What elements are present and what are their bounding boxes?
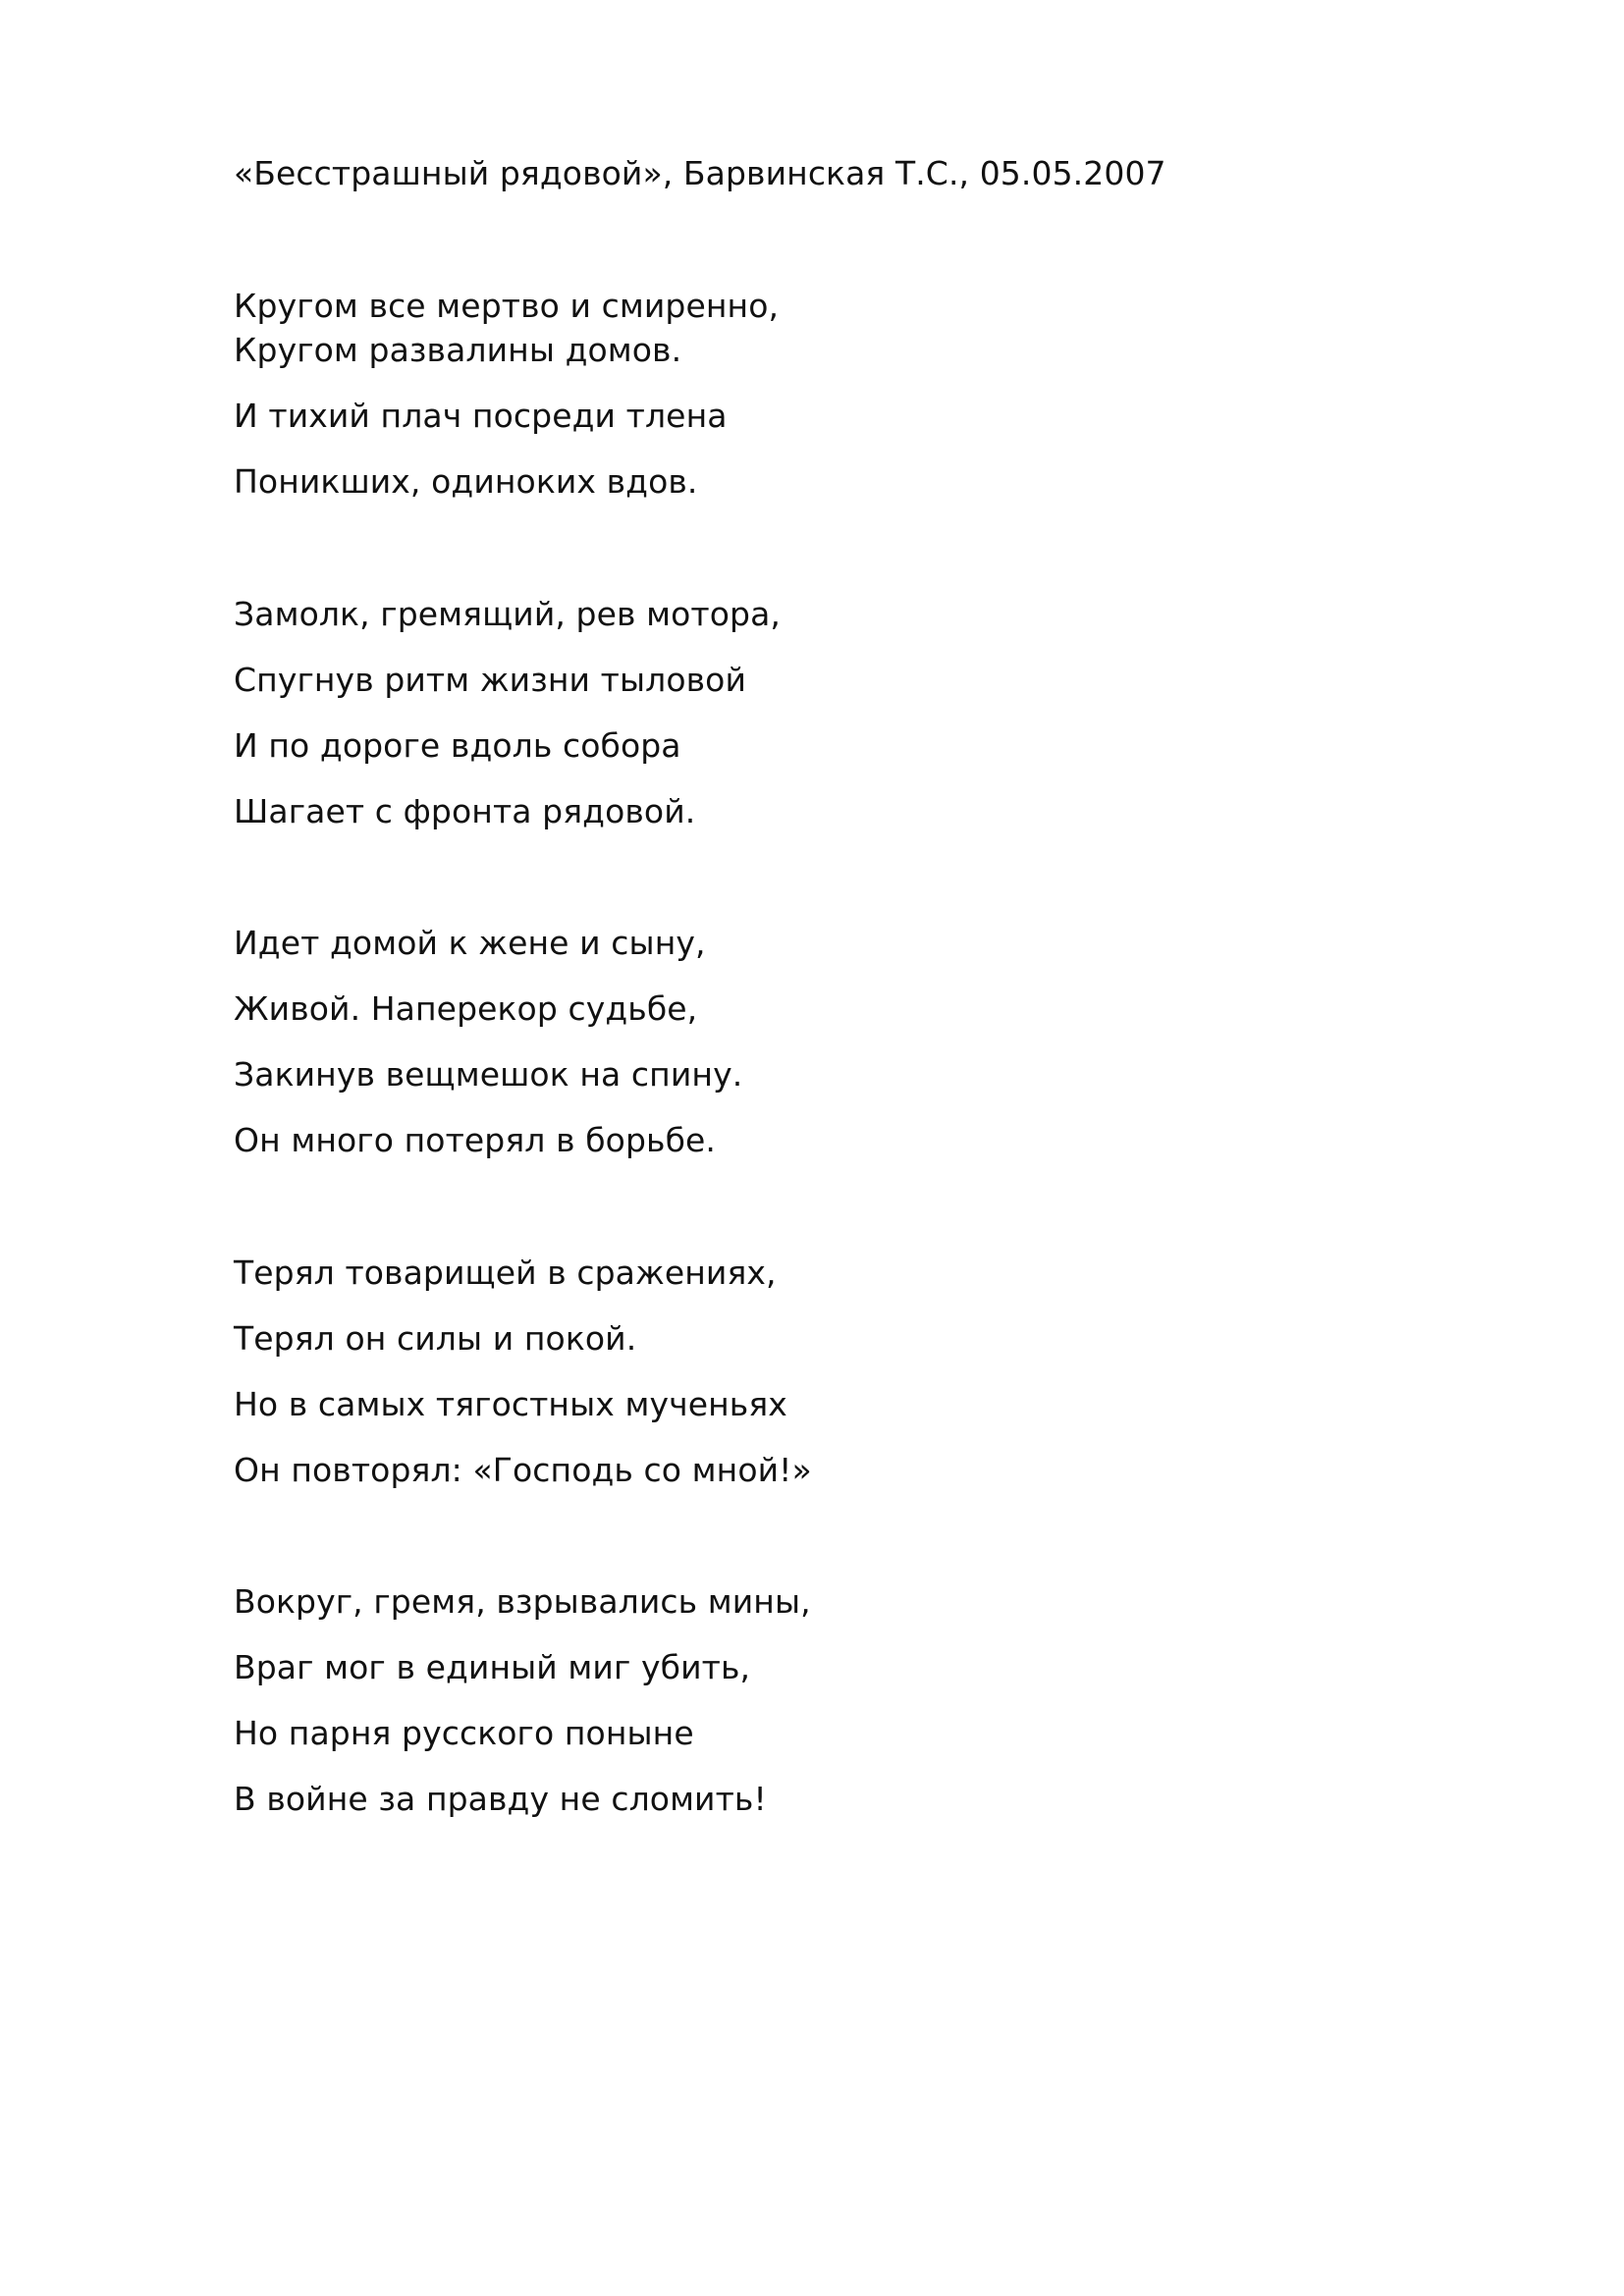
poem-line: Шагает с фронта рядовой. [234, 792, 696, 830]
poem-line: Кругом развалины домов. [234, 331, 682, 369]
poem-line: Спугнув ритм жизни тыловой [234, 661, 747, 699]
poem-line: И по дороге вдоль собора [234, 726, 681, 765]
poem-line: Закинув вещмешок на спину. [234, 1055, 743, 1094]
poem-line: Живой. Наперекор судьбе, [234, 989, 698, 1028]
poem-line: Терял товарищей в сражениях, [234, 1254, 777, 1292]
poem-line: Враг мог в единый миг убить, [234, 1648, 751, 1686]
poem-line: Но парня русского поныне [234, 1714, 694, 1752]
poem-line: Кругом все мертво и смиренно, [234, 287, 780, 325]
poem-line: В войне за правду не сломить! [234, 1780, 767, 1818]
poem-line: Поникших, одиноких вдов. [234, 462, 698, 501]
poem-line: Он повторял: «Господь со мной!» [234, 1451, 812, 1489]
poem-line: Идет домой к жене и сыну, [234, 924, 706, 962]
poem-line: Терял он силы и покой. [234, 1319, 637, 1358]
poem-line: Он много потерял в борьбе. [234, 1121, 717, 1159]
poem-line: Вокруг, гремя, взрывались мины, [234, 1582, 811, 1621]
poem-title: «Бесстрашный рядовой», Барвинская Т.С., 05.05.2007 [234, 154, 1166, 192]
poem-line: Замолк, гремящий, рев мотора, [234, 595, 782, 633]
poem-line: И тихий плач посреди тлена [234, 397, 728, 435]
poem-line: Но в самых тягостных мученьях [234, 1385, 787, 1423]
